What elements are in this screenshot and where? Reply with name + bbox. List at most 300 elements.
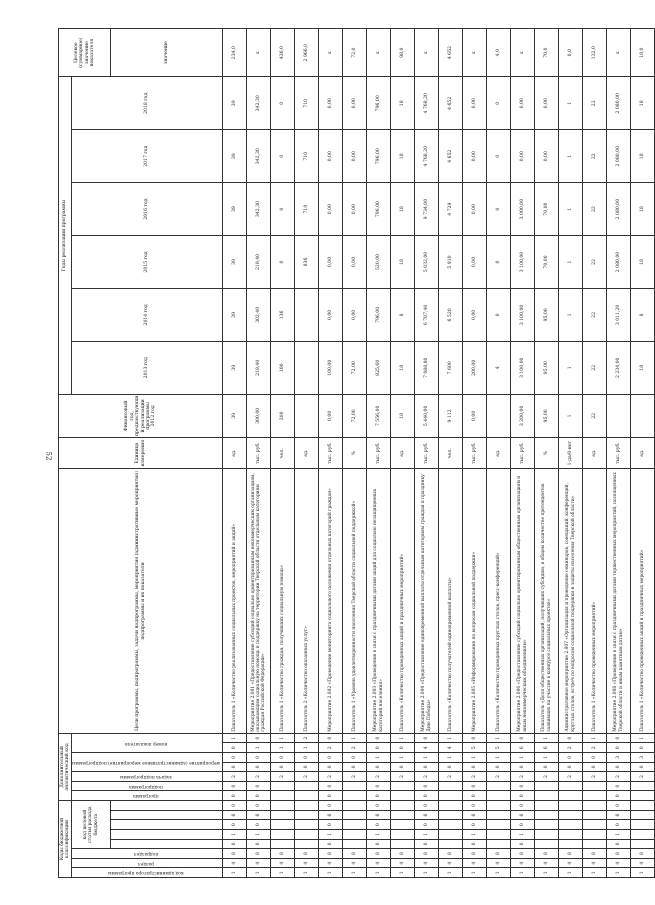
table-row [295, 29, 319, 878]
code-cell: 0 [319, 801, 343, 811]
row-year-value: 100 [271, 341, 295, 394]
row-year-value: 18 [391, 183, 415, 236]
code-cell: 0 [247, 762, 271, 772]
table-row [391, 29, 415, 878]
table-row [511, 29, 535, 878]
row-fin-year-value [631, 394, 655, 437]
row-year-value: 4 [487, 341, 511, 394]
code-cell [583, 829, 607, 839]
code-cell: 2 [487, 772, 511, 782]
code-cell: 0 [223, 791, 247, 801]
code-cell: 1 [415, 753, 439, 763]
code-cell: 1 [631, 868, 655, 878]
row-goal-value: 4,0 [487, 29, 511, 77]
code-cell: 0 [631, 762, 655, 772]
table-row [247, 29, 271, 878]
code-cell: 6 [511, 743, 535, 753]
row-year-value: 520,00 [367, 236, 391, 289]
row-fin-year-value: 22 [583, 394, 607, 437]
code-cell [343, 781, 367, 791]
code-cell: 0 [391, 762, 415, 772]
program-header: программа [72, 791, 223, 801]
code-cell: 0 [271, 762, 295, 772]
row-goal-value: 234,0 [223, 29, 247, 77]
code-cell: 5 [463, 743, 487, 753]
code-cell: 3 [631, 753, 655, 763]
row-year-value: 1 [559, 130, 583, 183]
code-cell: 0 [247, 820, 271, 830]
code-cell [295, 801, 319, 811]
year-2017-header: 2017 год [72, 130, 223, 183]
subsection-header: подраздел [72, 849, 223, 859]
table-row [583, 29, 607, 878]
row-goal-value: х [415, 29, 439, 77]
row-year-value: 39 [223, 341, 247, 394]
year-2013-header: 2013 год [72, 341, 223, 394]
code-cell: 0 [319, 753, 343, 763]
row-year-value: 218,40 [247, 236, 271, 289]
row-year-value: 1 [559, 183, 583, 236]
row-unit: ед. [295, 438, 319, 469]
code-cell [343, 820, 367, 830]
row-year-value: 0,00 [463, 236, 487, 289]
code-cell [295, 829, 319, 839]
row-year-value: 39 [223, 77, 247, 130]
code-cell: 2 [319, 743, 343, 753]
table-row [463, 29, 487, 878]
code-cell: 1 [463, 868, 487, 878]
row-unit: тыс. руб. [247, 438, 271, 469]
row-year-value: 5 910 [439, 236, 463, 289]
code-cell: 2 [559, 772, 583, 782]
code-cell: 2 [343, 772, 367, 782]
row-description: Мероприятие 2.001 «Предоставление субсидий социально ориентированным некоммерческим организациям, оказывающим социальную помощь и поддержку на территории Тверской области отдельным категориям граждан Российской Федерации» [247, 469, 271, 734]
row-year-value: 0 [487, 77, 511, 130]
code-cell [631, 839, 655, 849]
row-goal-value: х [463, 29, 487, 77]
table-row [319, 29, 343, 878]
row-goal-value: х [511, 29, 535, 77]
row-year-value: 18 [631, 341, 655, 394]
code-cell: 1 [319, 868, 343, 878]
target-header: задача подпрограммы [72, 772, 223, 782]
code-cell: 6 [463, 810, 487, 820]
row-year-value: 0 [487, 236, 511, 289]
code-cell: 4 [415, 858, 439, 868]
code-cell: 8 [391, 849, 415, 859]
table-row [223, 29, 247, 878]
code-cell: 8 [343, 849, 367, 859]
code-cell [535, 801, 559, 811]
row-year-value: 796,00 [367, 130, 391, 183]
code-cell [559, 781, 583, 791]
code-cell: 0 [367, 733, 391, 743]
row-fin-year-value: 1 [559, 394, 583, 437]
code-cell [439, 801, 463, 811]
code-cell: 0 [607, 733, 631, 743]
code-group-header: Коды бюджетной классификации [59, 801, 72, 878]
code-cell: 2 [295, 772, 319, 782]
code-cell: 0 [487, 762, 511, 772]
code-cell: 1 [607, 829, 631, 839]
code-cell [487, 829, 511, 839]
code-cell: 0 [439, 762, 463, 772]
code-cell: 1 [487, 733, 511, 743]
code-cell: 4 [319, 858, 343, 868]
row-year-value: 5 032,00 [415, 236, 439, 289]
row-fin-year-value [487, 394, 511, 437]
row-year-value: 8 [631, 288, 655, 341]
row-year-value: 2 234,00 [607, 341, 631, 394]
row-year-value: 18 [391, 130, 415, 183]
row-description: Показатель «Количество проведенных круглых столов, пресс-конференций» [487, 469, 511, 734]
code-cell [535, 820, 559, 830]
code-cell: 1 [559, 868, 583, 878]
table-row [415, 29, 439, 878]
row-year-value: 95,00 [535, 288, 559, 341]
extra-code-group-header: Дополнительный аналитический код [59, 733, 72, 800]
code-cell: 4 [535, 858, 559, 868]
code-cell: 0 [511, 820, 535, 830]
row-fin-year-value: 0,00 [319, 394, 343, 437]
code-cell: 0 [223, 743, 247, 753]
code-cell: 8 [631, 849, 655, 859]
code-cell: 4 [607, 858, 631, 868]
row-year-value: 7 088,80 [415, 341, 439, 394]
code-cell: 8 [535, 849, 559, 859]
code-cell: 8 [223, 849, 247, 859]
code-cell: 4 [487, 858, 511, 868]
code-cell: 6 [247, 810, 271, 820]
row-year-value: 0,00 [343, 130, 367, 183]
row-goal-value: 18,0 [631, 29, 655, 77]
table-row [271, 29, 295, 878]
code-cell: 4 [631, 858, 655, 868]
row-description: Мероприятие 2.003 «Проведение в связи с праздничными датами акций для социально незащищенных категорий населения» [367, 469, 391, 734]
code-cell: 4 [559, 858, 583, 868]
row-year-value: 22 [583, 341, 607, 394]
row-description: Показатель 1 «Количество граждан, получивших социальную помощь» [271, 469, 295, 734]
code-cell [271, 820, 295, 830]
years-group-header: Годы реализации программы [59, 77, 72, 394]
code-cell: 0 [367, 743, 391, 753]
code-cell: 0 [583, 753, 607, 763]
code-cell [439, 839, 463, 849]
code-cell: 0 [247, 781, 271, 791]
row-description: Мероприятие 2.005 «Информирование по вопросам социальной поддержки» [463, 469, 487, 734]
code-cell [391, 839, 415, 849]
row-year-value: 70,00 [535, 236, 559, 289]
code-cell: 8 [247, 849, 271, 859]
row-year-value: 218,40 [247, 341, 271, 394]
row-unit: ед. [631, 438, 655, 469]
row-year-value: 710 [295, 77, 319, 130]
code-cell: 8 [271, 849, 295, 859]
year-2018-header: 2018 год [72, 77, 223, 130]
row-unit: 1-да/0-нет [559, 438, 583, 469]
code-cell: 1 [271, 868, 295, 878]
page-number: 52 [44, 451, 53, 461]
code-cell: 1 [511, 868, 535, 878]
code-cell: 0 [247, 801, 271, 811]
code-cell [271, 839, 295, 849]
code-cell [487, 810, 511, 820]
code-cell [559, 810, 583, 820]
row-description: Мероприятие 2.008 «Проведение в связи с праздничными датами торжественных мероприятий, посвященных Тверской области и иным памятным датам» [607, 469, 631, 734]
row-goal-value: х [319, 29, 343, 77]
code-cell [535, 791, 559, 801]
row-year-value: 342,30 [247, 183, 271, 236]
code-cell: 0 [607, 791, 631, 801]
code-cell [631, 801, 655, 811]
code-cell: 1 [367, 829, 391, 839]
code-cell [535, 781, 559, 791]
code-cell: 1 [391, 753, 415, 763]
row-year-value: 710 [295, 130, 319, 183]
table-row [631, 29, 655, 878]
row-year-value: 342,30 [247, 130, 271, 183]
code-cell: 2 [583, 772, 607, 782]
row-year-value: 342,30 [247, 77, 271, 130]
code-cell: 4 [247, 858, 271, 868]
code-cell: 0 [607, 820, 631, 830]
code-cell: 6 [607, 810, 631, 820]
code-cell: 0 [223, 801, 247, 811]
code-cell: 1 [223, 733, 247, 743]
row-description: Показатель 1 «Количество проведенных мероприятий» [583, 469, 607, 734]
program-indicators-table [58, 28, 655, 878]
row-description: Административное мероприятие 2.007 «Организация и проведение семинаров, совещаний, конференций, круглых столов, встреч по вопросам социальной поддержки и защиты населения Тверской области» [559, 469, 583, 734]
code-cell [391, 801, 415, 811]
row-fin-year-value: 39 [223, 394, 247, 437]
code-cell: 8 [367, 849, 391, 859]
code-cell: 5 [487, 743, 511, 753]
row-year-value: 1 [559, 236, 583, 289]
row-unit: тыс. руб. [415, 438, 439, 469]
row-year-value: 0 [487, 130, 511, 183]
row-goal-value: 98,0 [391, 29, 415, 77]
target-code-col-1 [111, 839, 223, 849]
row-unit: % [343, 438, 367, 469]
row-year-value: 0 [487, 288, 511, 341]
code-cell [439, 791, 463, 801]
code-cell: 4 [439, 858, 463, 868]
row-fin-year-value: 72,00 [343, 394, 367, 437]
code-cell: 0 [559, 762, 583, 772]
code-cell [271, 791, 295, 801]
code-cell [271, 810, 295, 820]
target-code-col-4 [111, 810, 223, 820]
code-cell: 0 [463, 791, 487, 801]
row-year-value: 0,00 [319, 130, 343, 183]
code-cell: 2 [631, 772, 655, 782]
goal-value-subheader: значение [111, 29, 223, 77]
code-cell [295, 839, 319, 849]
table-row [559, 29, 583, 878]
row-year-value: 136 [271, 288, 295, 341]
code-cell: 4 [367, 858, 391, 868]
code-cell: 1 [607, 868, 631, 878]
code-cell: 0 [367, 762, 391, 772]
row-year-value: 18 [631, 183, 655, 236]
code-cell [559, 820, 583, 830]
row-year-value: 2 080,00 [607, 130, 631, 183]
code-cell: 2 [511, 772, 535, 782]
code-cell: 2 [535, 772, 559, 782]
code-cell [535, 829, 559, 839]
code-cell: 0 [511, 791, 535, 801]
code-cell: 0 [607, 743, 631, 753]
year-2014-header: 2014 год [72, 288, 223, 341]
code-cell: 1 [271, 743, 295, 753]
code-cell [295, 810, 319, 820]
code-cell: 0 [607, 839, 631, 849]
table-row [343, 29, 367, 878]
code-cell: 0 [511, 781, 535, 791]
code-cell: 0 [463, 781, 487, 791]
code-cell: 0 [415, 839, 439, 849]
row-description: Показатель «Количество получателей единовременной выплаты» [439, 469, 463, 734]
code-cell: 6 [535, 743, 559, 753]
row-year-value: 0,00 [463, 183, 487, 236]
code-cell [295, 781, 319, 791]
row-fin-year-value [607, 394, 631, 437]
code-cell: 1 [439, 868, 463, 878]
code-cell [583, 810, 607, 820]
code-cell [559, 791, 583, 801]
code-cell: 0 [223, 820, 247, 830]
code-cell: 1 [463, 753, 487, 763]
code-cell: 2 [295, 733, 319, 743]
code-cell: 0 [367, 791, 391, 801]
code-cell: 0 [511, 733, 535, 743]
code-cell: 1 [343, 868, 367, 878]
code-cell: 0 [415, 762, 439, 772]
code-cell [487, 801, 511, 811]
row-unit: тыс. руб. [319, 438, 343, 469]
code-cell: 2 [319, 772, 343, 782]
row-goal-value: 70,0 [535, 29, 559, 77]
code-cell: 4 [295, 858, 319, 868]
code-cell: 0 [343, 762, 367, 772]
code-cell [559, 829, 583, 839]
row-year-value: 18 [631, 77, 655, 130]
row-year-value: 4 768,20 [415, 130, 439, 183]
code-cell: 0 [463, 839, 487, 849]
code-cell [343, 791, 367, 801]
code-cell: 0 [511, 839, 535, 849]
row-year-value: 0,00 [535, 77, 559, 130]
code-cell [583, 801, 607, 811]
code-cell: 4 [463, 858, 487, 868]
code-cell: 0 [511, 762, 535, 772]
code-cell: 2 [367, 772, 391, 782]
code-cell: 0 [367, 839, 391, 849]
code-cell: 0 [607, 801, 631, 811]
code-cell: 1 [295, 743, 319, 753]
row-year-value: 6 520 [439, 288, 463, 341]
code-cell: 0 [631, 743, 655, 753]
code-cell: 0 [223, 762, 247, 772]
code-cell: 1 [343, 733, 367, 743]
row-year-value: 0,00 [343, 183, 367, 236]
code-cell: 1 [223, 829, 247, 839]
row-year-value: 39 [223, 183, 247, 236]
code-cell: 1 [487, 868, 511, 878]
code-cell [631, 820, 655, 830]
row-unit: ед. [487, 438, 511, 469]
row-year-value: 4 768,20 [415, 77, 439, 130]
row-year-value: 1 [559, 77, 583, 130]
code-cell: 8 [295, 849, 319, 859]
row-year-value: 796,00 [367, 77, 391, 130]
code-cell [631, 810, 655, 820]
code-cell: 8 [559, 849, 583, 859]
row-unit: тыс. руб. [463, 438, 487, 469]
row-fin-year-value: 95,00 [535, 394, 559, 437]
row-year-value: 18 [391, 77, 415, 130]
code-cell: 0 [319, 762, 343, 772]
code-cell [391, 810, 415, 820]
row-year-value: 3 100,00 [511, 341, 535, 394]
row-year-value: 39 [223, 236, 247, 289]
code-cell: 6 [511, 810, 535, 820]
code-cell: 0 [247, 791, 271, 801]
table-row [487, 29, 511, 878]
code-cell: 0 [223, 781, 247, 791]
code-cell: 6 [223, 810, 247, 820]
code-cell: 0 [535, 762, 559, 772]
row-unit: ед. [223, 438, 247, 469]
code-cell: 1 [415, 829, 439, 839]
code-cell: 0 [415, 791, 439, 801]
code-cell: 1 [295, 868, 319, 878]
row-year-value: 825,60 [367, 341, 391, 394]
row-year-value: 95,00 [535, 341, 559, 394]
code-cell: 1 [439, 733, 463, 743]
code-cell: 0 [463, 762, 487, 772]
row-year-value: 0,00 [463, 288, 487, 341]
code-cell [583, 839, 607, 849]
code-cell: 2 [607, 772, 631, 782]
code-cell: 2 [391, 772, 415, 782]
code-cell: 8 [415, 849, 439, 859]
code-cell: 0 [415, 820, 439, 830]
event-header: мероприятие (административное мероприятие) подпрограммы [72, 753, 223, 772]
code-cell: 4 [223, 858, 247, 868]
code-cell [631, 791, 655, 801]
code-cell: 1 [223, 868, 247, 878]
row-year-value: 3 100,00 [511, 288, 535, 341]
code-cell [439, 829, 463, 839]
year-2016-header: 2016 год [72, 183, 223, 236]
code-cell [631, 829, 655, 839]
code-cell [295, 820, 319, 830]
table-row [439, 29, 463, 878]
row-year-value: 836 [295, 236, 319, 289]
row-year-value: 3 100,00 [511, 236, 535, 289]
code-cell: 4 [343, 858, 367, 868]
row-fin-year-value [295, 394, 319, 437]
row-year-value [295, 288, 319, 341]
target-code-col-3 [111, 820, 223, 830]
row-year-value: 0,00 [319, 77, 343, 130]
code-cell: 1 [583, 868, 607, 878]
code-cell: 1 [415, 868, 439, 878]
code-cell: 0 [415, 733, 439, 743]
row-year-value: 796,00 [367, 183, 391, 236]
code-cell: 0 [295, 753, 319, 763]
